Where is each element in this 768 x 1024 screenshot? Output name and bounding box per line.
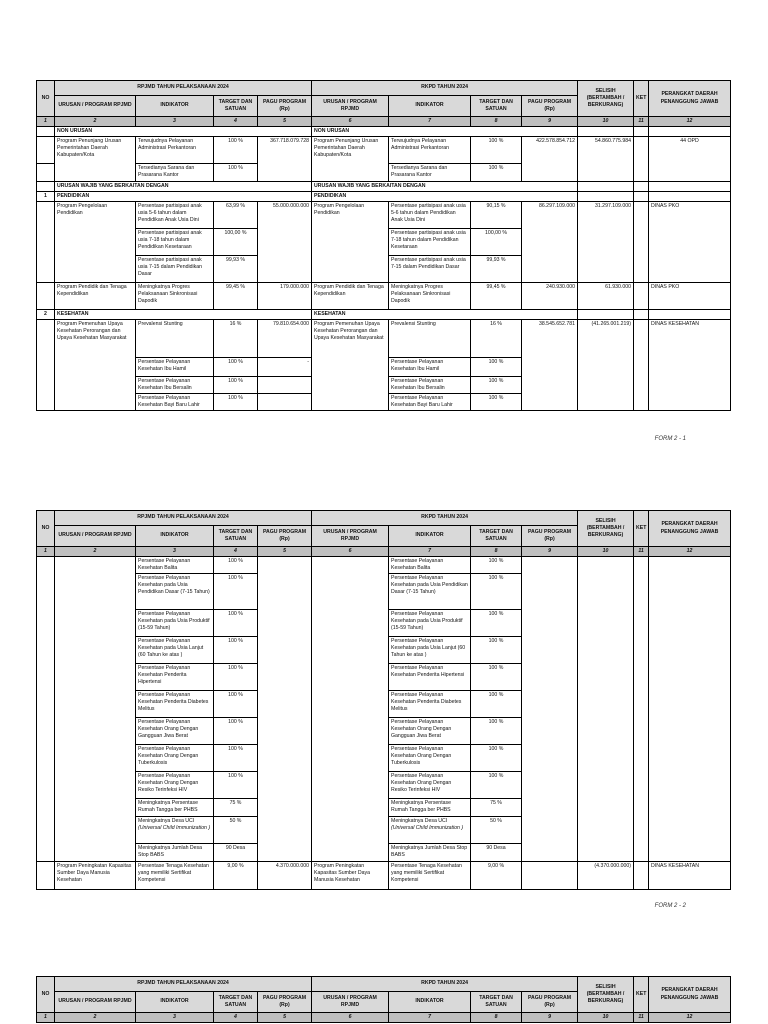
- indicator: Meningkatnya Persentase Rumah Tangga ber PHBS: [136, 799, 214, 817]
- pagu: 422.578.854.712: [522, 137, 578, 182]
- indicator: Tersedianya Sarana dan Prasarana Kantor: [136, 164, 214, 182]
- col-number: 6: [312, 547, 389, 557]
- selisih: (4.370.000.000): [578, 862, 634, 890]
- perangkat-daerah: DINAS KESEHATAN: [649, 320, 731, 411]
- col-number: 7: [389, 1013, 471, 1023]
- indicator-note: (Universal Child Immunization ): [138, 825, 211, 832]
- target: 100 %: [471, 164, 522, 182]
- col-no: NO: [37, 81, 55, 117]
- col-indikator-rkpd: INDIKATOR: [389, 992, 471, 1013]
- section-row-wajib: [37, 182, 731, 192]
- indicator: Persentase Pelayanan Kesehatan Balita: [136, 557, 214, 574]
- target: 100 %: [214, 574, 258, 610]
- form-label: FORM 2 - 2: [654, 903, 686, 909]
- section-row-non-urusan: [37, 127, 731, 137]
- selisih: 31.297.109.000: [578, 202, 634, 283]
- target: 100 %: [214, 377, 258, 394]
- target: 9,00 %: [214, 862, 258, 890]
- indicator: Persentase Pelayanan Kesehatan Orang Dengan Resiko Terinfeksi HIV: [136, 772, 214, 799]
- indicator: Persentase Pelayanan Kesehatan Ibu Bersalin: [136, 377, 214, 394]
- pagu: 179.000.000: [258, 283, 312, 310]
- indicator: Meningkatnya Progres Pelaksanaan Sinkronisasi Dapodik: [389, 283, 471, 310]
- table-row: [37, 283, 731, 310]
- indicator: Persentase Pelayanan Kesehatan Ibu Hamil: [136, 358, 214, 377]
- col-ket: KET: [634, 977, 649, 1013]
- col-number: 1: [37, 547, 55, 557]
- section-title: NON URUSAN: [55, 127, 312, 137]
- col-urusan-rkpd: URUSAN / PROGRAM RPJMD: [312, 992, 389, 1013]
- target: 100 %: [471, 718, 522, 745]
- target: 100 %: [214, 691, 258, 718]
- rpjmd-group-header: RPJMD TAHUN PELAKSANAAN 2024: [55, 977, 312, 992]
- col-target-rkpd: TARGET DAN SATUAN: [471, 526, 522, 547]
- col-number: 12: [649, 117, 731, 127]
- indicator: Meningkatnya Progres Pelaksanaan Sinkronisasi Dapodik: [136, 283, 214, 310]
- indicator: Meningkatnya Jumlah Desa Stop BABS: [389, 844, 471, 862]
- col-number: 11: [634, 1013, 649, 1023]
- perangkat-daerah: DINAS PKO: [649, 283, 731, 310]
- col-number: 4: [214, 117, 258, 127]
- section-title: URUSAN WAJIB YANG BERKAITAN DENGAN: [312, 182, 578, 192]
- table-row: [37, 557, 731, 574]
- target: 90,15 %: [471, 202, 522, 229]
- program-name: Program Penunjang Urusan Pemerintahan Daerah Kabupaten/Kota: [312, 137, 389, 182]
- indicator: Persentase Pelayanan Kesehatan Ibu Hamil: [389, 358, 471, 377]
- target: 75 %: [471, 799, 522, 817]
- indicator: Persentase Pelayanan Kesehatan Bayi Baru Lahir: [136, 394, 214, 411]
- column-number-row: [37, 117, 731, 127]
- col-number: 2: [55, 1013, 136, 1023]
- target: 100 %: [471, 358, 522, 377]
- program-name: Program Pengelolaan Pendidikan: [55, 202, 136, 283]
- col-number: 3: [136, 547, 214, 557]
- target: 100 %: [214, 358, 258, 377]
- col-number: 5: [258, 117, 312, 127]
- program-name: Program Pendidik dan Tenaga Kependidikan: [312, 283, 389, 310]
- col-indikator: INDIKATOR: [136, 96, 214, 117]
- target: 99,45 %: [214, 283, 258, 310]
- column-number-row: [37, 547, 731, 557]
- col-pagu-rkpd: PAGU PROGRAM (Rp): [522, 992, 578, 1013]
- indicator: Persentase Pelayanan Kesehatan Orang Dengan Tuberkulosis: [389, 745, 471, 772]
- indicator: Persentase Pelayanan Kesehatan Orang Dengan Tuberkulosis: [136, 745, 214, 772]
- pagu: 367.718.079.728: [258, 137, 312, 182]
- col-number: 9: [522, 547, 578, 557]
- target: 16 %: [214, 320, 258, 358]
- col-number: 9: [522, 117, 578, 127]
- indicator: Persentase Pelayanan Kesehatan pada Usia Pendidikan Dasar (7-15 Tahun): [389, 574, 471, 610]
- pagu: 4.370.000.000: [258, 862, 312, 890]
- target: 90 Desa: [471, 844, 522, 862]
- col-number: 7: [389, 547, 471, 557]
- col-perangkat: PERANGKAT DAERAH PENANGGUNG JAWAB: [649, 81, 731, 117]
- form-2-3-table: [36, 976, 731, 1023]
- indicator: Persentase Tenaga Kesehatan yang memiliki Sertifikat Kompetensi: [389, 862, 471, 890]
- column-number-row: [37, 1013, 731, 1023]
- col-target-rkpd: TARGET DAN SATUAN: [471, 96, 522, 117]
- col-indikator-rkpd: INDIKATOR: [389, 96, 471, 117]
- indicator: Persentase Pelayanan Kesehatan pada Usia Produktif (15-59 Tahun): [136, 610, 214, 637]
- target: 100 %: [214, 557, 258, 574]
- perangkat-daerah: 44 OPD: [649, 137, 731, 182]
- program-name: Program Penunjang Urusan Pemerintahan Daerah Kabupaten/Kota: [55, 137, 136, 182]
- col-pagu-rkpd: PAGU PROGRAM (Rp): [522, 96, 578, 117]
- target: 99,93 %: [471, 256, 522, 283]
- col-number: 12: [649, 547, 731, 557]
- program-name: Program Peningkatan Kapasitas Sumber Daya Manusia Kesehatan: [312, 862, 389, 890]
- indicator: Persentase Pelayanan Kesehatan Ibu Bersalin: [389, 377, 471, 394]
- target: 100 %: [214, 772, 258, 799]
- target: 100 %: [471, 745, 522, 772]
- program-name: Program Pemenuhan Upaya Kesehatan Perorangan dan Upaya Kesehatan Masyarakat: [312, 320, 389, 411]
- pagu: 55.000.000.000: [258, 202, 312, 283]
- selisih: 54.860.775.984: [578, 137, 634, 182]
- col-number: 11: [634, 547, 649, 557]
- target: 50 %: [214, 817, 258, 844]
- col-number: 5: [258, 1013, 312, 1023]
- indicator: Persentase partisipasi anak usia 7-15 dalam Pendidikan Dasar: [389, 256, 471, 283]
- section-row-kesehatan: [37, 310, 731, 320]
- col-number: 12: [649, 1013, 731, 1023]
- pagu: 86.297.109.000: [522, 202, 578, 283]
- target: 16 %: [471, 320, 522, 358]
- col-pagu: PAGU PROGRAM (Rp): [258, 96, 312, 117]
- rkpd-group-header: RKPD TAHUN 2024: [312, 81, 578, 96]
- selisih: 61.930.000: [578, 283, 634, 310]
- col-number: 3: [136, 117, 214, 127]
- col-number: 1: [37, 1013, 55, 1023]
- form-label: FORM 2 - 1: [654, 436, 686, 442]
- target: 100 %: [471, 574, 522, 610]
- program-name: Program Pendidik dan Tenaga Kependidikan: [55, 283, 136, 310]
- target: 75 %: [214, 799, 258, 817]
- col-no: NO: [37, 511, 55, 547]
- indicator: Persentase partisipasi anak usia 5-6 tahun dalam Pendidikan Anak Usia Dini: [136, 202, 214, 229]
- perangkat-daerah: DINAS KESEHATAN: [649, 862, 731, 890]
- target: 63,99 %: [214, 202, 258, 229]
- col-number: 1: [37, 117, 55, 127]
- indicator: Persentase Pelayanan Kesehatan Orang Dengan Gangguan Jiwa Berat: [389, 718, 471, 745]
- indicator: Persentase Pelayanan Kesehatan Balita: [389, 557, 471, 574]
- indicator: Persentase Pelayanan Kesehatan pada Usia Produktif (15-59 Tahun): [389, 610, 471, 637]
- col-number: 3: [136, 1013, 214, 1023]
- perangkat-daerah: DINAS PKO: [649, 202, 731, 283]
- col-no: NO: [37, 977, 55, 1013]
- target: 50 %: [471, 817, 522, 844]
- indicator: Persentase partisipasi anak usia 7-15 dalam Pendidikan Dasar: [136, 256, 214, 283]
- table-row: [37, 137, 731, 164]
- col-number: 10: [578, 117, 634, 127]
- indicator: Persentase Pelayanan Kesehatan Orang Dengan Resiko Terinfeksi HIV: [389, 772, 471, 799]
- form-2-1-sheet: [36, 80, 730, 411]
- col-number: 4: [214, 1013, 258, 1023]
- indicator: Persentase Pelayanan Kesehatan Penderita Diabetes Melitus: [136, 691, 214, 718]
- indicator-note: (Universal Child Immunization ): [391, 825, 464, 832]
- indicator: Persentase Pelayanan Kesehatan Bayi Baru Lahir: [389, 394, 471, 411]
- pagu: 38.545.652.781: [522, 320, 578, 411]
- col-indikator-rkpd: INDIKATOR: [389, 526, 471, 547]
- rpjmd-group-header: RPJMD TAHUN PELAKSANAAN 2024: [55, 511, 312, 526]
- col-ket: KET: [634, 81, 649, 117]
- indicator: Persentase Pelayanan Kesehatan Penderita Diabetes Melitus: [389, 691, 471, 718]
- pagu: 79.810.654.000: [258, 320, 312, 358]
- col-target: TARGET DAN SATUAN: [214, 96, 258, 117]
- col-indikator: INDIKATOR: [136, 992, 214, 1013]
- target: 100 %: [214, 637, 258, 664]
- indicator: [389, 817, 471, 844]
- program-name: Program Pengelolaan Pendidikan: [312, 202, 389, 283]
- indicator: Persentase Pelayanan Kesehatan pada Usia Lanjut (60 Tahun ke atas ): [136, 637, 214, 664]
- target: 100 %: [214, 718, 258, 745]
- col-number: 8: [471, 117, 522, 127]
- row-number: 2: [37, 310, 55, 320]
- col-urusan-rpjmd: URUSAN / PROGRAM RPJMD: [55, 96, 136, 117]
- col-number: 2: [55, 547, 136, 557]
- indicator: Terwujudnya Pelayanan Administrasi Perkantoran: [389, 137, 471, 164]
- target: 100 %: [214, 610, 258, 637]
- target: 100 %: [471, 772, 522, 799]
- col-ket: KET: [634, 511, 649, 547]
- col-number: 2: [55, 117, 136, 127]
- section-title: KESEHATAN: [55, 310, 312, 320]
- target: 9,00 %: [471, 862, 522, 890]
- col-target-rkpd: TARGET DAN SATUAN: [471, 992, 522, 1013]
- form-2-2-sheet: [36, 510, 730, 890]
- pagu: -: [258, 358, 312, 377]
- col-number: 11: [634, 117, 649, 127]
- col-urusan-rpjmd: URUSAN / PROGRAM RPJMD: [55, 992, 136, 1013]
- indicator: Prevalensi Stunting: [389, 320, 471, 358]
- indicator: [136, 817, 214, 844]
- col-perangkat: PERANGKAT DAERAH PENANGGUNG JAWAB: [649, 977, 731, 1013]
- target: 100 %: [214, 664, 258, 691]
- table-row: [37, 202, 731, 229]
- form-2-2-table: [36, 510, 731, 890]
- col-urusan-rkpd: URUSAN / PROGRAM RPJMD: [312, 96, 389, 117]
- col-number: 10: [578, 1013, 634, 1023]
- target: 100 %: [214, 745, 258, 772]
- indicator: Persentase partisipasi anak usia 7-18 tahun dalam Pendidikan Kesetaraan: [136, 229, 214, 256]
- col-number: 6: [312, 1013, 389, 1023]
- selisih: (41.265.001.219): [578, 320, 634, 411]
- col-target: TARGET DAN SATUAN: [214, 526, 258, 547]
- col-selisih: SELISIH (BERTAMBAH / BERKURANG): [578, 81, 634, 117]
- col-selisih: SELISIH (BERTAMBAH / BERKURANG): [578, 977, 634, 1013]
- section-title: PENDIDIKAN: [55, 192, 312, 202]
- col-number: 5: [258, 547, 312, 557]
- col-number: 7: [389, 117, 471, 127]
- col-indikator: INDIKATOR: [136, 526, 214, 547]
- indicator: Meningkatnya Persentase Rumah Tangga ber PHBS: [389, 799, 471, 817]
- col-pagu: PAGU PROGRAM (Rp): [258, 526, 312, 547]
- rpjmd-group-header: RPJMD TAHUN PELAKSANAAN 2024: [55, 81, 312, 96]
- target: 100 %: [471, 637, 522, 664]
- indicator: Persentase Tenaga Kesehatan yang memiliki Sertifikat Kompetensi: [136, 862, 214, 890]
- col-pagu: PAGU PROGRAM (Rp): [258, 992, 312, 1013]
- pagu: 240.930.000: [522, 283, 578, 310]
- target: 100,00 %: [471, 229, 522, 256]
- indicator: Tersedianya Sarana dan Prasarana Kantor: [389, 164, 471, 182]
- table-row: [37, 862, 731, 890]
- target: 100 %: [214, 394, 258, 411]
- col-selisih: SELISIH (BERTAMBAH / BERKURANG): [578, 511, 634, 547]
- program-name: Program Peningkatan Kapasitas Sumber Daya Manusia Kesehatan: [55, 862, 136, 890]
- indicator: Meningkatnya Jumlah Desa Stop BABS: [136, 844, 214, 862]
- col-number: 8: [471, 547, 522, 557]
- col-number: 6: [312, 117, 389, 127]
- col-urusan-rpjmd: URUSAN / PROGRAM RPJMD: [55, 526, 136, 547]
- target: 100 %: [471, 664, 522, 691]
- row-number: 1: [37, 192, 55, 202]
- indicator: Persentase Pelayanan Kesehatan pada Usia Pendidikan Dasar (7-15 Tahun): [136, 574, 214, 610]
- section-row-pendidikan: [37, 192, 731, 202]
- program-name: Program Pemenuhan Upaya Kesehatan Perorangan dan Upaya Kesehatan Masyarakat: [55, 320, 136, 411]
- col-pagu-rkpd: PAGU PROGRAM (Rp): [522, 526, 578, 547]
- rkpd-group-header: RKPD TAHUN 2024: [312, 511, 578, 526]
- col-number: 4: [214, 547, 258, 557]
- col-urusan-rkpd: URUSAN / PROGRAM RPJMD: [312, 526, 389, 547]
- indicator: Persentase Pelayanan Kesehatan Penderita Hipertensi: [136, 664, 214, 691]
- target: 100 %: [214, 164, 258, 182]
- target: 90 Desa: [214, 844, 258, 862]
- col-number: 10: [578, 547, 634, 557]
- col-target: TARGET DAN SATUAN: [214, 992, 258, 1013]
- indicator: Persentase partisipasi anak usia 7-18 tahun dalam Pendidikan Kesetaraan: [389, 229, 471, 256]
- section-title: NON URUSAN: [312, 127, 578, 137]
- indicator: Terwujudnya Pelayanan Administrasi Perkantoran: [136, 137, 214, 164]
- section-title: PENDIDIKAN: [312, 192, 578, 202]
- indicator-text: Meningkatnya Desa UCI: [138, 818, 195, 825]
- target: 99,93 %: [214, 256, 258, 283]
- indicator-text: Meningkatnya Desa UCI: [391, 818, 448, 825]
- target: 100 %: [471, 691, 522, 718]
- target: 100 %: [214, 137, 258, 164]
- indicator: Persentase Pelayanan Kesehatan pada Usia Lanjut (60 Tahun ke atas ): [389, 637, 471, 664]
- target: 99,45 %: [471, 283, 522, 310]
- rkpd-group-header: RKPD TAHUN 2024: [312, 977, 578, 992]
- target: 100,00 %: [214, 229, 258, 256]
- target: 100 %: [471, 137, 522, 164]
- section-title: URUSAN WAJIB YANG BERKAITAN DENGAN: [55, 182, 312, 192]
- indicator: Persentase partisipasi anak usia 5-6 tahun dalam Pendidikan Anak Usia Dini: [389, 202, 471, 229]
- indicator: Prevalensi Stunting: [136, 320, 214, 358]
- col-perangkat: PERANGKAT DAERAH PENANGGUNG JAWAB: [649, 511, 731, 547]
- target: 100 %: [471, 377, 522, 394]
- indicator: Persentase Pelayanan Kesehatan Penderita Hipertensi: [389, 664, 471, 691]
- form-2-3-sheet: [36, 976, 730, 1023]
- table-row: [37, 320, 731, 358]
- form-2-1-table: [36, 80, 731, 411]
- indicator: Persentase Pelayanan Kesehatan Orang Dengan Gangguan Jiwa Berat: [136, 718, 214, 745]
- col-number: 9: [522, 1013, 578, 1023]
- target: 100 %: [471, 557, 522, 574]
- target: 100 %: [471, 394, 522, 411]
- target: 100 %: [471, 610, 522, 637]
- col-number: 8: [471, 1013, 522, 1023]
- section-title: KESEHATAN: [312, 310, 578, 320]
